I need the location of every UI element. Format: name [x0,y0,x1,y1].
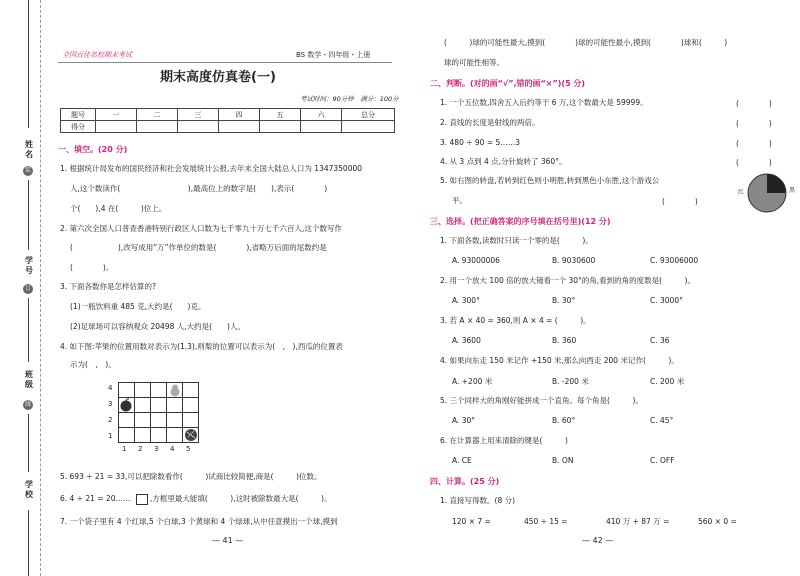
choice-option[interactable]: A. +200 米 [452,377,493,386]
choice-option[interactable]: B. ON [552,456,574,465]
q7-cont-line1: ( )球的可能性最大,摸到( )球的可能性最小,摸到( )球和( ) [444,38,728,47]
grid-cell [134,397,151,413]
q1-line2: 人,这个数读作( ),最高位上的数字是( ),表示( ) [70,184,328,193]
apple-icon [119,398,133,412]
spinner-black-label: 黑 [789,187,796,194]
binding-line [28,298,29,362]
calc-item: 120 × 7 = [452,517,491,526]
choice-option[interactable]: C. 3000° [650,296,683,305]
q3-line1: 3. 下面各数你是怎样估算的? [60,282,157,291]
q2-line3: ( )。 [70,263,114,272]
choice-question: 6. 在计算器上用来清除的键是( ) [440,436,568,445]
judge-item: 2. 直线的长度是射线的两倍。 [440,118,540,127]
judge-item: 3. 480 ÷ 90 = 5……3 [440,138,521,147]
grid-cell [150,397,167,413]
section2-title: 二、判断。(对的画“√”,错的画“×”)(5 分) [430,79,586,88]
score-cell[interactable] [342,121,395,133]
grid-cell [118,427,135,443]
judge-answer[interactable]: ( ) [662,197,698,206]
binding-line [28,180,29,250]
grid-cell [182,382,199,398]
score-head-cell: 二 [137,109,178,121]
pear-icon [168,383,182,397]
score-row [61,121,395,133]
page-number-right: — 42 — [582,536,614,545]
watermelon-icon [184,428,198,442]
seal-mark: 装 [24,167,31,174]
choice-option[interactable]: A. 300° [452,296,480,305]
q1-line3: 个( ),4 在( )位上。 [70,204,167,213]
grid-x-label: 2 [138,445,143,453]
binding-line [28,414,29,472]
calc-subtitle: 1. 直接写得数。(8 分) [440,496,516,505]
choice-option[interactable]: A. CE [452,456,472,465]
coordinate-grid [108,380,218,460]
choice-option[interactable]: B. -200 米 [552,377,589,386]
page-title: 期末高度仿真卷(一) [160,70,276,85]
binding-strip [0,0,44,576]
judge-answer[interactable]: ( ) [736,139,772,148]
score-header-row [61,109,395,121]
choice-option[interactable]: A. 93000006 [452,256,500,265]
grid-cell [150,412,167,428]
grid-cell [182,412,199,428]
section3-title: 三、选择。(把正确答案的序号填在括号里)(12 分) [430,217,611,226]
choice-question: 3. 若 A × 40 = 360,则 A × 4 = ( )。 [440,316,591,325]
section1-title: 一、填空。(20 分) [58,145,128,154]
q4-line2: 示为( , )。 [70,360,116,369]
judge-item-cont: 平。 [452,196,467,205]
grid-y-label: 1 [108,432,113,440]
judge-item: 5. 如右图的转盘,若转到红色则小明胜,转到黑色小东胜,这个游戏公 [440,176,660,185]
score-cell[interactable] [178,121,219,133]
grid-cell [166,427,183,443]
grid-x-label: 4 [170,445,175,453]
choice-option[interactable]: C. 36 [650,336,670,345]
score-cell[interactable] [219,121,260,133]
q3-line3: (2)足球场可以容纳观众 20498 人,大约是( )人。 [70,322,245,331]
grid-x-label: 3 [154,445,159,453]
student-no-label: 学号 [22,256,36,276]
series-label: 全国百佳名校期末考试 [62,51,132,59]
choice-question: 5. 三个同样大的角刚好能拼成一个直角。每个角是( )。 [440,396,643,405]
grid-y-label: 2 [108,416,113,424]
choice-option[interactable]: C. 200 米 [650,377,685,386]
score-head-cell: 四 [219,109,260,121]
score-table [60,108,395,133]
q7-line: 7. 一个袋子里有 4 个红球,5 个白球,3 个黄球和 4 个绿球,从中任意摸出一个球,摸到 [60,517,338,526]
q6-text-b: ,方框里最大能填( ),这时被除数最大是( )。 [150,494,332,503]
score-row-label: 得分 [61,121,96,133]
choice-option[interactable]: B. 9030600 [552,256,596,265]
subject-label: BS 数学・四年级・上册 [296,51,371,59]
choice-option[interactable]: B. 60° [552,416,576,425]
grid-y-label: 3 [108,400,113,408]
q6-line [60,494,400,505]
grid-cell [134,382,151,398]
page-number-left: — 41 — [212,536,244,545]
choice-option[interactable]: C. 93006000 [650,256,699,265]
spinner-diagram [746,172,788,214]
section4-title: 四、计算。(25 分) [430,477,500,486]
grid-cell [166,412,183,428]
q6-text-a: 6. 4 ÷ 21 = 20…… [60,494,131,503]
binding-line [28,0,29,128]
score-head-cell: 总分 [342,109,395,121]
judge-item: 4. 从 3 点到 4 点,分针旋转了 360°。 [440,157,567,166]
binding-dash [40,0,41,576]
q2-line1: 2. 第六次全国人口普查香港特别行政区人口数为七千零九十万七千六百人,这个数写作 [60,224,342,233]
score-head-cell: 一 [96,109,137,121]
class-label: 班级 [22,370,36,390]
choice-question: 2. 用一个放大 100 倍的放大镜看一个 30°的角,看到的角的度数是( )。 [440,276,696,285]
choice-option[interactable]: A. 3600 [452,336,481,345]
choice-question: 4. 如果向东走 150 米记作 +150 米,那么向西走 200 米记作( )。 [440,356,679,365]
binding-line [28,510,29,576]
name-label: 姓名 [22,140,36,160]
judge-answer[interactable]: ( ) [736,99,772,108]
school-label: 学校 [22,480,36,500]
header-rule [58,62,392,63]
q2-line2: ( ),改写成用“万”作单位的数是( ),省略万后面的尾数约是 [70,243,327,252]
grid-cell [150,427,167,443]
judge-answer[interactable]: ( ) [736,158,772,167]
q5-line: 5. 693 ÷ 21 = 33,可以把除数看作( )试商比较简便,商是( )位数。 [60,472,322,481]
q3-line2: (1)一瓶饮料重 485 克,大约是( )克。 [70,302,206,311]
q1-line1: 1. 根据统计局发布的国民经济和社会发展统计公报,去年末全国大陆总人口为 1347350000 [60,164,363,173]
judge-answer[interactable]: ( ) [736,119,772,128]
choice-option[interactable]: B. 360 [552,336,577,345]
calc-item: 560 × 0 = [698,517,737,526]
grid-cell [166,397,183,413]
grid-x-label: 5 [186,445,191,453]
choice-option[interactable]: A. 30° [452,416,476,425]
score-cell[interactable] [137,121,178,133]
grid-cell [182,397,199,413]
seal-mark: 线 [24,401,31,408]
grid-cell [134,427,151,443]
grid-cell [134,412,151,428]
choice-question: 1. 下面各数,读数时只读一个零的是( )。 [440,236,593,245]
choice-option[interactable]: C. OFF [650,456,675,465]
grid-cell [150,382,167,398]
spinner-red-label: 红 [738,189,745,196]
answer-box[interactable] [136,494,148,505]
seal-mark: 订 [24,285,31,292]
score-cell[interactable] [301,121,342,133]
score-cell[interactable] [260,121,301,133]
score-head-cell: 六 [301,109,342,121]
grid-y-label: 4 [108,384,113,392]
q7-cont-line2: 球的可能性相等。 [444,58,504,67]
score-head-cell: 题号 [61,109,96,121]
exam-info: 考试时间：90分钟 满分：100分 [300,95,399,103]
score-cell[interactable] [96,121,137,133]
choice-option[interactable]: B. 30° [552,296,576,305]
q4-line1: 4. 如下图:苹果的位置用数对表示为(1,3),则梨的位置可以表示为( , ),西瓜的位置表 [60,342,343,351]
calc-item: 410 万 + 87 万 = [606,517,670,526]
grid-x-label: 1 [122,445,127,453]
score-head-cell: 三 [178,109,219,121]
choice-option[interactable]: C. 45° [650,416,674,425]
calc-item: 450 ÷ 15 = [524,517,568,526]
grid-cell [118,412,135,428]
grid-cell [118,382,135,398]
score-head-cell: 五 [260,109,301,121]
judge-item: 1. 一个五位数,四舍五入后约等于 6 万,这个数最大是 59999。 [440,98,648,107]
